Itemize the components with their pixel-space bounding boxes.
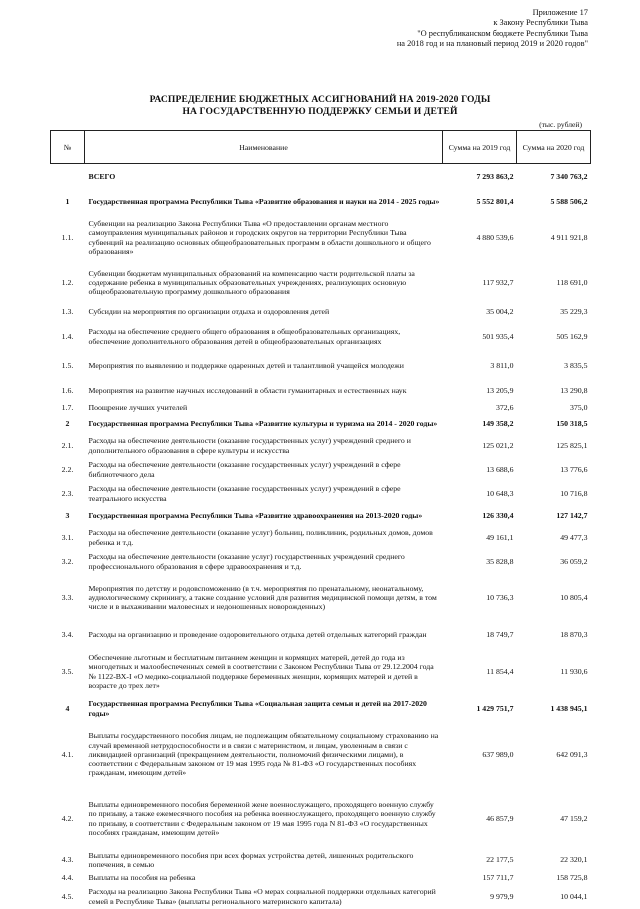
row-number: 2.3. <box>61 488 74 498</box>
table-row <box>51 574 591 622</box>
row-number: 2.2. <box>61 464 74 474</box>
table-row <box>51 871 591 885</box>
row-sum-2019: 637 989,0 <box>482 749 514 759</box>
units-label: (тыс. рублей) <box>539 120 582 129</box>
row-number: 1.4. <box>61 331 74 341</box>
row-number: 1.3. <box>61 307 74 317</box>
row-name: Расходы на обеспечение деятельности (оказание услуг) государственных учреждений среднего профессионального образования в сфере здравоохранения и т.д. <box>88 552 405 571</box>
row-sum-2019: 22 177,5 <box>486 855 514 865</box>
row-number: 3.2. <box>61 556 74 566</box>
row-number <box>51 164 85 190</box>
table-row <box>51 434 591 458</box>
table-row <box>51 622 591 648</box>
row-number: 3.4. <box>61 629 74 639</box>
table-row <box>51 696 591 722</box>
row-name: Государственная программа Республики Тыва «Развитие образования и науки на 2014 - 2025 годы» <box>88 196 440 206</box>
table-row <box>51 380 591 402</box>
appendix-header <box>288 8 588 50</box>
row-sum-2019: 11 854,4 <box>486 666 514 676</box>
appendix-line-4: на 2018 год и на плановый период 2019 и 2020 годов" <box>396 39 588 49</box>
column-header-name: Наименование <box>85 131 443 164</box>
row-sum-2020: 118 691,0 <box>556 277 588 287</box>
row-sum-2020: 18 870,3 <box>560 629 588 639</box>
table-row <box>51 788 591 850</box>
row-number: 4.2. <box>61 813 74 823</box>
row-sum-2020: 1 438 945,1 <box>550 703 588 713</box>
table-row <box>51 190 591 214</box>
appendix-line-1: Приложение 17 <box>532 8 588 17</box>
row-number: 1.7. <box>61 402 74 412</box>
row-sum-2020: 158 725,8 <box>556 872 588 882</box>
row-sum-2019: 49 161,1 <box>486 532 514 542</box>
table-row <box>51 648 591 696</box>
row-name: Мероприятия по детству и родовспоможению (в т.ч. мероприятия по пренатальному, неонатальному, аудиологическому скринингу, а также создание условий для развития медицинской помощи детям, в том числе и в выхаживании маловесных и недоношенных новорожденных) <box>88 583 437 612</box>
table-row <box>51 353 591 380</box>
table-row <box>51 526 591 550</box>
row-number: 3.1. <box>61 532 74 542</box>
row-sum-2019: 9 979,9 <box>490 891 514 901</box>
row-number: 4.5. <box>61 891 74 901</box>
row-number: 4 <box>65 703 70 713</box>
row-sum-2020: 13 776,6 <box>560 464 588 474</box>
row-name: ВСЕГО <box>88 172 116 182</box>
column-header-sum-2020: Сумма на 2020 год <box>517 131 591 164</box>
row-sum-2019: 125 021,2 <box>482 440 514 450</box>
row-sum-2019: 18 749,7 <box>486 629 514 639</box>
row-sum-2020: 125 825,1 <box>556 440 588 450</box>
row-sum-2020: 35 229,3 <box>560 307 588 317</box>
table-body <box>51 164 591 909</box>
row-sum-2019: 13 688,6 <box>486 464 514 474</box>
row-sum-2020: 505 162,9 <box>556 331 588 341</box>
table-row <box>51 304 591 321</box>
row-sum-2020: 11 930,6 <box>560 666 588 676</box>
row-name: Расходы на обеспечение деятельности (оказание услуг) больниц, поликлиник, родильных домов, домов ребенка и т.д. <box>88 528 433 547</box>
row-sum-2019: 35 828,8 <box>486 556 514 566</box>
title-line-1: РАСПРЕДЕЛЕНИЕ БЮДЖЕТНЫХ АССИГНОВАНИЙ НА 2019-2020 ГОДЫ <box>149 94 491 105</box>
budget-table <box>50 130 591 909</box>
row-name: Обеспечение льготным и бесплатным питанием женщин и кормящих матерей, детей до года из многодетных и малообеспеченных семей в соответствии с Законом Республики Тыва от 29.12.2004 года № 1122-ВХ-I «О медико-социальной поддержке беременных женщин, кормящих матерей и детей в возрасте до трех лет» <box>88 652 434 690</box>
appendix-line-3: "О республиканском бюджете Республики Тыва <box>417 28 588 38</box>
row-number: 4.4. <box>61 872 74 882</box>
row-sum-2020: 22 320,1 <box>560 855 588 865</box>
row-sum-2020: 4 911 921,8 <box>550 232 588 242</box>
row-sum-2019: 10 648,3 <box>486 488 514 498</box>
row-name: Субвенции на реализацию Закона Республики Тыва «О предоставлении органам местного самоуправления муниципальных районов и городских округов на территории Республики Тыва субвенций на реализацию основных общеобразовательных программ в области дошкольного и общего образования» <box>88 218 431 256</box>
row-sum-2019: 4 880 539,6 <box>476 232 514 242</box>
table-row <box>51 402 591 414</box>
row-sum-2020: 3 835,5 <box>564 361 588 371</box>
row-name: Выплаты единовременного пособия при всех формах устройства детей, лишенных родительского попечения, в семью <box>88 850 414 869</box>
row-name: Расходы на обеспечение деятельности (оказание государственных услуг) учреждений в сфере библиотечного дела <box>88 460 401 479</box>
row-sum-2019: 149 358,2 <box>482 418 514 428</box>
table-row <box>51 458 591 482</box>
row-sum-2019: 13 205,9 <box>486 385 514 395</box>
table-row <box>51 321 591 353</box>
table-row <box>51 164 591 190</box>
row-number: 2 <box>65 418 70 428</box>
row-name: Субвенции бюджетам муниципальных образований на компенсацию части родительской платы за содержание ребенка в муниципальных образовательных учреждениях, реализующих основную общеобразовательную программу дошкольного образования <box>88 268 415 297</box>
row-number: 4.3. <box>61 855 74 865</box>
row-sum-2019: 157 711,7 <box>482 872 514 882</box>
row-name: Выплаты единовременного пособия беременной жене военнослужащего, проходящего военную службу по призыву, а также ежемесячного пособия на ребенка военнослужащего, проходящего военную службу по призыву, в соответствии с Федеральным законом от 19 мая 1995 года N 81-ФЗ «О государственных пособиях гражданам, имеющим детей» <box>88 799 436 837</box>
row-name: Государственная программа Республики Тыва «Развитие здравоохранения на 2013-2020 годы» <box>88 510 423 520</box>
row-name: Расходы на обеспечение деятельности (оказание государственных услуг) учреждений среднего и дополнительного образования в сфере культуры и искусства <box>88 436 411 455</box>
row-name: Поощрение лучших учителей <box>88 402 188 412</box>
row-name: Субсидии на мероприятия по организации отдыха и оздоровления детей <box>88 307 330 317</box>
row-sum-2019: 3 811,0 <box>490 361 514 371</box>
row-sum-2019: 5 552 801,4 <box>476 196 514 206</box>
row-number: 1 <box>65 196 70 206</box>
document-title <box>0 94 640 117</box>
row-sum-2020: 127 142,7 <box>556 510 588 520</box>
row-name: Мероприятия по выявлению и поддержке одаренных детей и талантливой учащейся молодежи <box>88 361 404 371</box>
row-sum-2019: 7 293 863,2 <box>476 172 514 182</box>
row-number: 1.2. <box>61 277 74 287</box>
row-sum-2020: 10 044,1 <box>560 891 588 901</box>
row-sum-2020: 10 716,8 <box>560 488 588 498</box>
row-name: Выплаты на пособия на ребенка <box>88 872 196 882</box>
table-row <box>51 414 591 434</box>
row-sum-2020: 7 340 763,2 <box>550 172 588 182</box>
row-sum-2020: 150 318,5 <box>556 418 588 428</box>
row-sum-2019: 372,6 <box>495 402 514 412</box>
row-name: Мероприятия на развитие научных исследований в области гуманитарных и естественных наук <box>88 385 407 395</box>
table-row <box>51 550 591 574</box>
row-sum-2020: 5 588 506,2 <box>550 196 588 206</box>
column-header-sum-2019: Сумма на 2019 год <box>443 131 517 164</box>
title-line-2: НА ГОСУДАРСТВЕННУЮ ПОДДЕРЖКУ СЕМЬИ И ДЕТЕЙ <box>182 105 458 117</box>
row-sum-2020: 10 805,4 <box>560 592 588 602</box>
row-number: 1.6. <box>61 385 74 395</box>
row-name: Расходы на реализацию Закона Республики Тыва «О мерах социальной поддержки отдельных категорий семей в Республике Тыва» (выплаты регионального материнского капитала) <box>88 887 436 906</box>
appendix-line-2: к Закону Республики Тыва <box>493 18 588 28</box>
row-sum-2019: 117 932,7 <box>482 277 514 287</box>
row-name: Выплаты государственного пособия лицам, не подлежащим обязательному социальному страхованию на случай временной нетрудоспособности и в связи с материнством, и лицам, уволенным в связи с ликвидацией организаций (прекращением деятельности, полномочий физическими лицами), в соответствии с Федеральным законом от 19 мая 1995 года № 81-ФЗ «О государственных пособиях гражданам, имеющим детей» <box>88 731 439 778</box>
column-header-num: № <box>51 131 85 164</box>
row-number: 3 <box>65 510 70 520</box>
table-header-row <box>51 131 591 164</box>
row-sum-2020: 49 477,3 <box>560 532 588 542</box>
row-number: 1.5. <box>61 361 74 371</box>
row-sum-2020: 642 091,3 <box>556 749 588 759</box>
row-number: 2.1. <box>61 440 74 450</box>
table-row <box>51 262 591 304</box>
table-row <box>51 214 591 262</box>
table-row <box>51 482 591 506</box>
row-sum-2019: 35 004,2 <box>486 307 514 317</box>
row-number: 3.5. <box>61 666 74 676</box>
table-row <box>51 506 591 526</box>
row-name: Расходы на обеспечение деятельности (оказание государственных услуг) учреждений в сфере театрального искусства <box>88 484 401 503</box>
row-name: Расходы на обеспечение среднего общего образования в общеобразовательных организациях, обеспечение дополнительного образования детей в общеобразовательных организациях <box>88 327 401 346</box>
row-sum-2019: 126 330,4 <box>482 510 514 520</box>
row-number: 1.1. <box>61 232 74 242</box>
row-name: Расходы на организацию и проведение оздоровительного отдыха детей отдельных категорий граждан <box>88 629 427 639</box>
row-sum-2020: 13 290,8 <box>560 385 588 395</box>
row-sum-2020: 36 059,2 <box>560 556 588 566</box>
row-sum-2020: 47 159,2 <box>560 813 588 823</box>
row-name: Государственная программа Республики Тыва «Социальная защита семьи и детей на 2017-2020 годы» <box>88 699 427 718</box>
row-sum-2020: 375,0 <box>569 402 588 412</box>
row-number: 3.3. <box>61 592 74 602</box>
row-sum-2019: 46 857,9 <box>486 813 514 823</box>
row-sum-2019: 10 736,3 <box>486 592 514 602</box>
table-row <box>51 722 591 788</box>
row-sum-2019: 1 429 751,7 <box>476 703 514 713</box>
row-name: Государственная программа Республики Тыва «Развитие культуры и туризма на 2014 - 2020 годы» <box>88 418 438 428</box>
row-sum-2019: 501 935,4 <box>482 331 514 341</box>
table-row <box>51 850 591 871</box>
row-number: 4.1. <box>61 749 74 759</box>
